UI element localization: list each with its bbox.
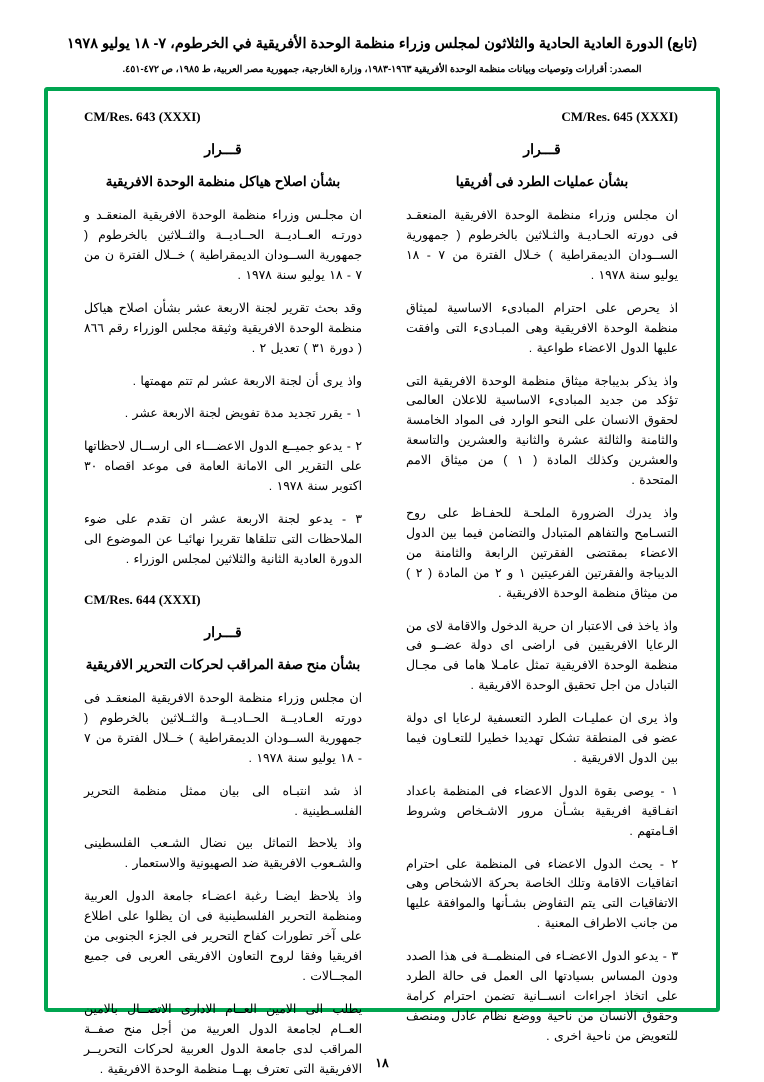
header-source: المصدر: أقرارات وتوصيات وبيانات منظمة الوحدة الأفريقية ١٩٦٣-١٩٨٣، وزارة الخارجية، جمهورية مصر العربية، ط ١٩٨٥، ص ٤٧٢-٤٥١.	[122, 63, 642, 75]
paragraph: وقد بحث تقرير لجنة الاربعة عشر بشأن اصلاح هياكل منظمة الوحدة الافريقية وثيقة مجلس الوزراء رقم ٨٦٦ ( دورة ٣١ ) تعديل ٢ .	[84, 300, 362, 355]
paragraph: اذ يحرص على احترام المبادىء الاساسية لميثاق منظمة الوحدة الافريقية وهى المبـادىء التى وافقت عليها الدول الاعضاء طواعية .	[406, 300, 678, 355]
page-header	[44, 34, 720, 77]
column-left	[64, 108, 382, 1076]
paragraph: واذ يدرك الضرورة الملحـة للحفـاظ على روح التسـامح والتفاهم المتبادل والتضامن فيما بين الدول الاعضاء بمقتضى الفقرتين الرابعة والثامنة من الديباجة والفقرتين الفرعيتين ١ و ٢ من المادة ( ٢ ) من ميثاق منظمة الوحدة الافريقية .	[406, 505, 678, 600]
resolution-subject-643: بشأن اصلاح هياكل منظمة الوحدة الافريقية	[105, 173, 341, 189]
column-right	[382, 108, 700, 1043]
paragraph: ان مجلـس وزراء منظمة الوحدة الافريقية المنعقـد و دورتـه العــاديــة الحــاديــة والثــلاثين بالخرطوم ( جمهورية الســودان الديمقراطية ) خــلال الفترة ن من ٧ - ١٨ يوليو سنة ١٩٧٨ .	[84, 208, 362, 282]
paragraph: اذ شد انتبـاه الى بيان ممثل منظمة التحرير الفلسـطينية .	[84, 783, 362, 818]
paragraph: ٣ - يدعو الدول الاعضـاء فى المنظمــة فى هذا الصدد ودون المساس بسيادتها الى العمل فى حالة الطرد على اتخاذ اجراءات انســانية تضمن احترام كرامة وحقوق الانسان من ناحية ووضع نظام عادل ومنصف للتعويض من ناحية اخرى .	[406, 949, 678, 1043]
paragraph: واذ يرى أن لجنة الاربعة عشر لم تتم مهمتها .	[132, 373, 362, 388]
paragraph: ١ - يوصى بقوة الدول الاعضاء فى المنظمة باعداد اتفـاقية افريقية بشـأن مرور الاشـخاص وشروط اقـامتهم .	[406, 783, 678, 838]
qarar-label-644: قـــرار	[204, 623, 242, 640]
paragraph: واذ يلاحظ التماثل بين نضال الشـعب الفلسطينى والشـعوب الافريقية ضد الصهيونية والاستعمار .	[84, 836, 362, 871]
paragraph: ٢ - يدعو جميــع الدول الاعضـــاء الى ارســال لاحظاتها على التقرير الى الامانة العامة فى موعد اقصاه ٣٠ اكتوبر سنة ١٩٧٨ .	[84, 439, 362, 494]
resolution-id-643: CM/Res. 643 (XXXI)	[84, 108, 201, 124]
paragraph: واذ ياخذ فى الاعتبار ان حرية الدخول والاقامة لاى من الرعايا الافريقيين فى اراضى اى دولة عضــو فى منظمة الوحدة الافريقية تمثل عامـلا هاما فى مجـال التبادل من اجل تحقيق الوحدة الافريقية .	[406, 618, 678, 693]
qarar-label-645: قـــرار	[523, 140, 561, 157]
paragraph: واذ يلاحظ ايضـا رغبة اعضـاء جامعة الدول العربية ومنظمة التحرير الفلسطينية فى ان يظلوا على اطلاع على آخر تطورات كفاح التحرير فى الجزء الجنوبى من افريقيا وفقا لروح التعاون الافريقى العربى فى جميع المجــالات .	[84, 889, 362, 983]
two-column-layout	[64, 108, 700, 1076]
paragraph: ٢ - يحث الدول الاعضاء فى المنظمة على احترام اتفاقيات الاقامة وتلك الخاصة بحركة الاشخاص وهى الاتفاقيات التى يتم التفاوض بشـأنها والموافقة عليها من جانب الاطراف المعنية .	[406, 856, 678, 931]
paragraph: ٣ - يدعو لجنة الاربعة عشر ان تقدم على ضوء الملاحظات التى تتلقاها تقريرا نهائيـا عن الموضوع الى الدورة العادية الثانية والثلاثين لمجلس الوزراء .	[84, 512, 362, 566]
paragraph: واذ يذكر بديباجة ميثاق منظمة الوحدة الافريقية التى تؤكد من جديد المبادىء الاساسية للاعلان العالمى لحقوق الانسان على النحو الوارد فى المواد الخامسة والثامنة والثالثة عشرة والثانية والعشرين والتاسعة والعشرين وكذلك المادة ( ١ ) من ميثاق الامم المتحدة .	[406, 373, 678, 488]
paragraph: يطلب الى الامين العــام الادارى الاتصــال بالامين العــام لجامعة الدول العربية من أجل منح صفــة المراقب لدى جامعة الدول العربية لحركات التحريــر الافريقية التى تعترف بهــا منظمة الوحدة الافريقية .	[84, 1001, 362, 1076]
qarar-label-643: قـــرار	[204, 140, 242, 157]
paragraph: واذ يرى ان عمليـات الطرد التعسفية لرعايا اى دولة عضو فى المنطقة تشكل تهديدا خطيرا للتعـاون فيما بين الدول الافريقية .	[406, 711, 678, 765]
page-number: ١٨	[375, 1056, 389, 1070]
content-frame	[44, 87, 720, 1076]
resolution-subject-645: بشأن عمليات الطرد فى أفريقيا	[455, 173, 629, 189]
paragraph: ١ - يقرر تجديد مدة تفويض لجنة الاربعة عشر .	[124, 406, 362, 421]
paragraph: ان مجلس وزراء منظمة الوحدة الافريقية المنعقـد فى دورته العـاديــة الحــاديــة والثــلاثين بالخرطوم ( جمهورية الســودان الديمقراطية ) خــلال الفترة من ٧ - ١٨ يوليو سنة ١٩٧٨ .	[84, 691, 362, 765]
resolution-id-645: CM/Res. 645 (XXXI)	[561, 108, 678, 124]
header-title: (تابع) الدورة العادية الحادية والثلاثون لمجلس وزراء منظمة الوحدة الأفريقية في الخرطوم، ٧- ١٨ يوليو ١٩٧٨	[66, 36, 698, 52]
resolution-id-644: CM/Res. 644 (XXXI)	[84, 591, 201, 607]
resolution-644-block	[84, 592, 362, 1080]
resolution-subject-644: بشأن منح صفة المراقب لحركات التحرير الافريقية	[85, 656, 361, 672]
paragraph: ان مجلس وزراء منظمة الوحدة الافريقية المنعقـد فى دورته الحـاديـة والثـلاثين بالخرطوم ( جمهورية الســودان الديمقراطية ) خـلال الفترة من ٧ - ١٨ يوليو سنة ١٩٧٨ .	[406, 208, 678, 282]
